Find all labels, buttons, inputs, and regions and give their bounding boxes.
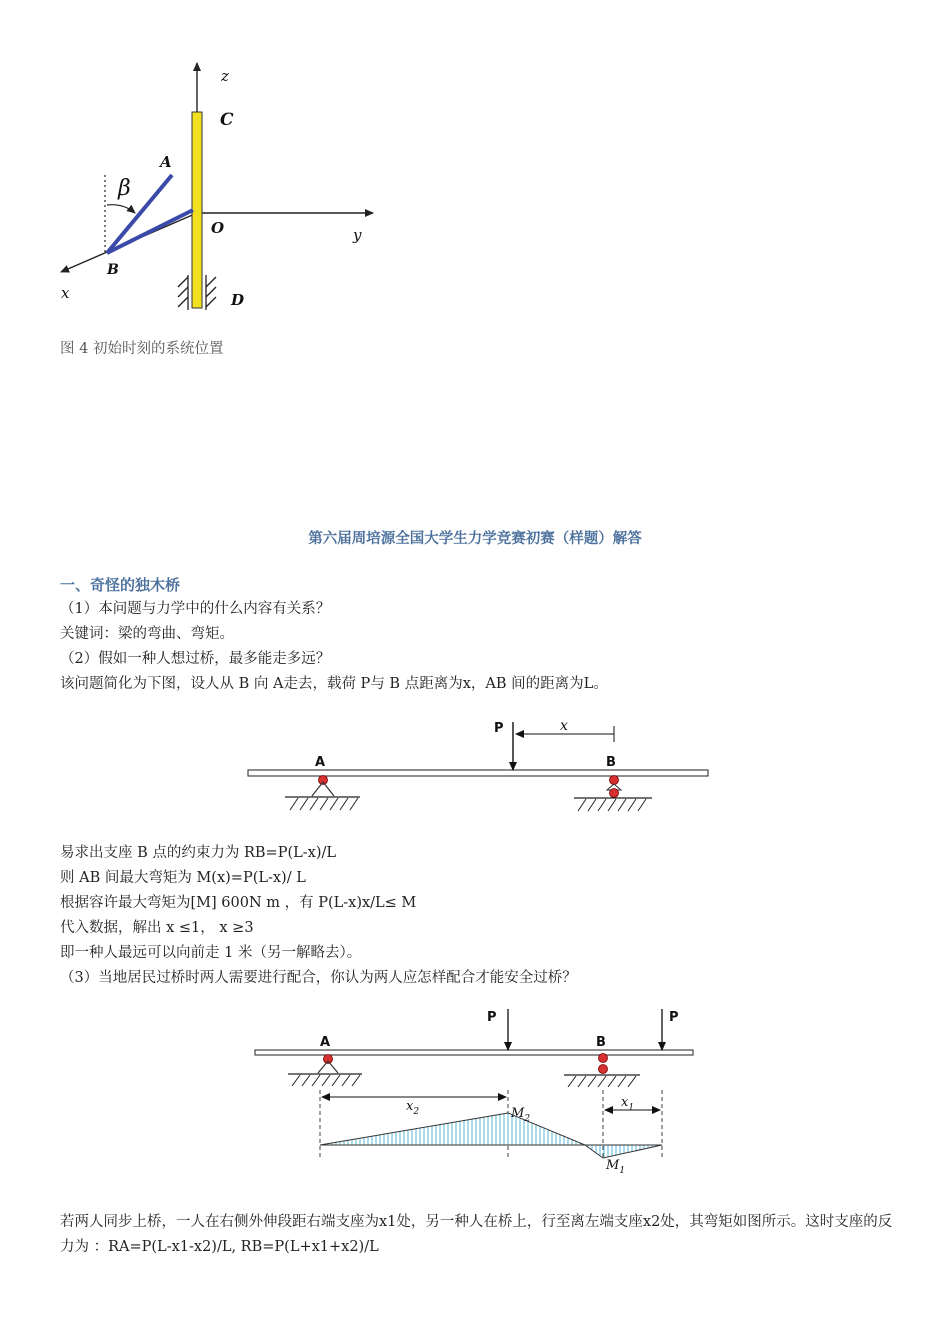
- label-p-left: P: [487, 1010, 497, 1025]
- vertical-rod: [192, 112, 202, 308]
- support-b: [574, 776, 652, 812]
- label-p-right: P: [669, 1010, 679, 1025]
- question-3: （3）当地居民过桥时两人需要进行配合，你认为两人应怎样配合才能安全过桥？: [60, 970, 577, 986]
- label-d: D: [231, 291, 245, 309]
- label-b: B: [596, 1035, 606, 1050]
- label-a: A: [315, 755, 326, 770]
- figure-4-caption: 图 4 初始时刻的系统位置: [60, 341, 224, 357]
- line-solve: 代入数据，解出 x ≤1， x ≥3: [60, 920, 254, 936]
- setup-text: 该问题简化为下图，设人从 B 向 A走去，载荷 P与 B 点距离为x，AB 间的距离为L。: [60, 676, 608, 692]
- section-heading: 一、奇怪的独木桥: [60, 576, 181, 594]
- angle-arc: [107, 205, 135, 213]
- support-a: [288, 1055, 362, 1087]
- beam: [255, 1050, 693, 1055]
- label-x: x: [61, 284, 70, 302]
- label-p: P: [494, 721, 504, 736]
- label-c: C: [220, 110, 234, 130]
- label-x2: $x_2$: [406, 1099, 420, 1117]
- label-x: x: [560, 718, 568, 734]
- page-title: 第六届周培源全国大学生力学竞赛初赛（样题）解答: [308, 531, 642, 547]
- question-2: （2）假如一种人想过桥，最多能走多远？: [60, 651, 331, 667]
- figure-4-diagram: [55, 55, 385, 325]
- moment-positive: [320, 1113, 585, 1145]
- line-rb: 易求出支座 B 点的约束力为 RB=P(L-x)/L: [60, 845, 336, 861]
- label-b: B: [606, 755, 616, 770]
- beam-diagram-2: [250, 1005, 700, 1185]
- beam-diagram-1: [240, 712, 720, 817]
- support-a: [285, 776, 360, 811]
- question-1: （1）本问题与力学中的什么内容有关系？: [60, 601, 331, 617]
- final-paragraph: 若两人同步上桥，一人在右侧外伸段距右端支座为x1处，另一种人在桥上，行至离左端支座x2处，其弯矩如图所示。这时支座的反力为 ：RA=P(L-x1-x2)/L, RB=P(L+x1+x2)/L: [60, 1214, 893, 1255]
- keywords: 关键词：梁的弯曲、弯矩。: [60, 626, 234, 642]
- rod-ob: [107, 210, 193, 253]
- label-beta: β: [118, 176, 131, 201]
- label-z: z: [221, 67, 229, 85]
- rod-ab: [107, 175, 172, 253]
- label-m1: $M_1$: [606, 1158, 626, 1176]
- label-b: B: [107, 262, 119, 278]
- line-allowable: 根据容许最大弯矩为[M] 600N m ，有 P(L-x)x/L≤ M: [60, 895, 417, 911]
- line-result: 即一种人最远可以向前走 1 米（另一解略去）。: [60, 945, 362, 961]
- support-b: [564, 1054, 640, 1088]
- label-m2: $M_2$: [511, 1106, 531, 1124]
- line-mx: 则 AB 间最大弯矩为 M(x)=P(L-x)/ L: [60, 870, 306, 886]
- beam: [248, 770, 708, 776]
- label-a: A: [160, 153, 172, 171]
- label-x1: $x_1$: [621, 1095, 635, 1113]
- label-a: A: [320, 1035, 331, 1050]
- label-y: y: [353, 226, 362, 244]
- label-o: O: [211, 219, 225, 237]
- moment-negative: [585, 1145, 662, 1158]
